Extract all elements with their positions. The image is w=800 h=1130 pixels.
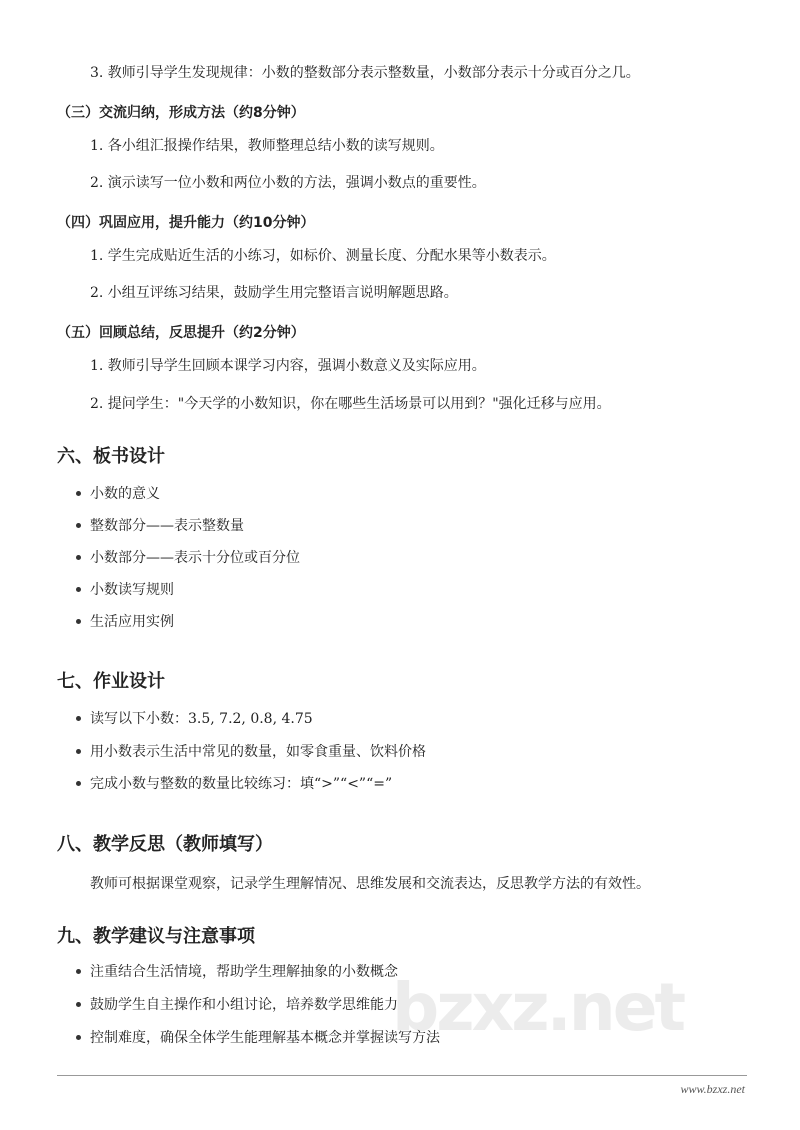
step-heading: （四）巩固应用，提升能力（约10分钟） (57, 215, 315, 231)
list-item (76, 484, 160, 504)
bullet-icon (76, 1035, 81, 1040)
bullet-icon (76, 491, 81, 496)
bullet-icon (76, 969, 81, 974)
bullet-icon (76, 716, 81, 721)
step-item: 1. 各小组汇报操作结果，教师整理总结小数的读写规则。 (90, 138, 444, 154)
list-item-text: 读写以下小数：3.5, 7.2, 0.8, 4.75 (90, 711, 313, 727)
watermark: bzxz.net (392, 969, 684, 1046)
list-item (76, 516, 244, 536)
list-item-text: 小数的意义 (90, 486, 160, 502)
list-item (76, 612, 174, 632)
bullet-icon (76, 587, 81, 592)
list-item (76, 548, 300, 568)
list-item (76, 742, 426, 762)
list-item (76, 774, 392, 794)
step-item: 1. 学生完成贴近生活的小练习，如标价、测量长度、分配水果等小数表示。 (90, 248, 556, 264)
reflection-text: 教师可根据课堂观察，记录学生理解情况、思维发展和交流表达，反思教学方法的有效性。 (90, 876, 650, 892)
list-item (76, 709, 313, 729)
bullet-icon (76, 1002, 81, 1007)
step-item: 3. 教师引导学生发现规律：小数的整数部分表示整数量，小数部分表示十分或百分之几。 (90, 65, 640, 81)
section-heading-reflection: 八、教学反思（教师填写） (57, 834, 273, 855)
list-item (76, 962, 398, 982)
section-heading-homework: 七、作业设计 (57, 671, 165, 692)
step-item: 2. 提问学生："今天学的小数知识，你在哪些生活场景可以用到？"强化迁移与应用。 (90, 396, 611, 412)
list-item-text: 鼓励学生自主操作和小组讨论，培养数学思维能力 (90, 997, 398, 1013)
list-item (76, 995, 398, 1015)
section-heading-board: 六、板书设计 (57, 446, 165, 467)
section-heading-advice: 九、教学建议与注意事项 (57, 926, 255, 947)
bullet-icon (76, 781, 81, 786)
bullet-icon (76, 523, 81, 528)
step-item: 2. 演示读写一位小数和两位小数的方法，强调小数点的重要性。 (90, 175, 486, 191)
bullet-icon (76, 749, 81, 754)
list-item (76, 1028, 440, 1048)
step-item: 2. 小组互评练习结果，鼓励学生用完整语言说明解题思路。 (90, 285, 458, 301)
list-item-text: 小数读写规则 (90, 582, 174, 598)
list-item-text: 生活应用实例 (90, 614, 174, 630)
bullet-icon (76, 555, 81, 560)
list-item-text: 小数部分——表示十分位或百分位 (90, 550, 300, 566)
step-heading: （三）交流归纳，形成方法（约8分钟） (57, 105, 305, 121)
list-item-text: 用小数表示生活中常见的数量，如零食重量、饮料价格 (90, 744, 426, 760)
footer-url: www.bzxz.net (680, 1082, 745, 1096)
footer-divider (57, 1075, 747, 1076)
list-item-text: 控制难度，确保全体学生能理解基本概念并掌握读写方法 (90, 1030, 440, 1046)
list-item-text: 注重结合生活情境，帮助学生理解抽象的小数概念 (90, 964, 398, 980)
step-heading: （五）回顾总结，反思提升（约2分钟） (57, 325, 305, 341)
list-item (76, 580, 174, 600)
step-item: 1. 教师引导学生回顾本课学习内容，强调小数意义及实际应用。 (90, 358, 486, 374)
list-item-text: 整数部分——表示整数量 (90, 518, 244, 534)
bullet-icon (76, 619, 81, 624)
list-item-text: 完成小数与整数的数量比较练习：填“>”“<”“=” (90, 776, 393, 792)
